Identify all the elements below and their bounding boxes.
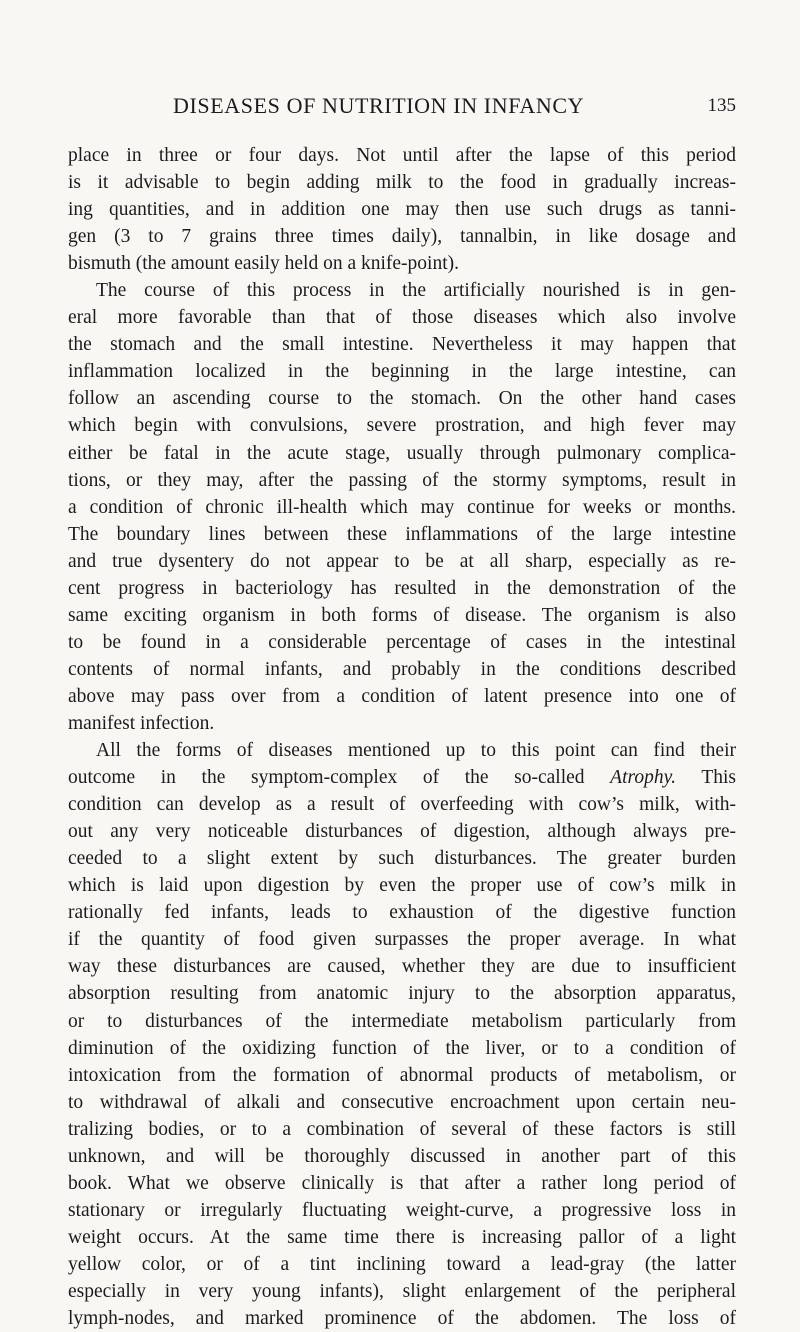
text-line: absorption resulting from anatomic injury to the absorption apparatus, — [68, 983, 736, 1005]
text-line: out any very noticeable disturbances of digestion, although always pre- — [68, 821, 736, 843]
text-line: unknown, and will be thoroughly discussed in another part of this — [68, 1145, 736, 1167]
text-line: tions, or they may, after the passing of the stormy symptoms, result in — [68, 469, 736, 491]
text-line: is it advisable to begin adding milk to the food in gradually increas- — [68, 172, 736, 194]
running-title: DISEASES OF NUTRITION IN INFANCY — [173, 93, 585, 118]
running-head — [68, 93, 736, 123]
text-line: way these disturbances are caused, whether they are due to insufficient — [68, 956, 736, 978]
text-line: condition can develop as a result of overfeeding with cow’s milk, with- — [68, 794, 736, 816]
text-line: either be fatal in the acute stage, usually through pulmonary complica- — [68, 442, 736, 464]
text-line: ceeded to a slight extent by such disturbances. The greater burden — [68, 848, 736, 870]
text-fragment: outcome in the symptom-complex of the so-called — [68, 767, 585, 789]
text-line: to be found in a considerable percentage of cases in the intestinal — [68, 631, 736, 653]
italic-term: Atrophy. — [610, 767, 677, 789]
text-line: which begin with convulsions, severe prostration, and high fever may — [68, 415, 736, 437]
text-line: or to disturbances of the intermediate metabolism particularly from — [68, 1010, 736, 1032]
page-number: 135 — [707, 95, 736, 116]
text-line: tralizing bodies, or to a combination of several of these factors is still — [68, 1118, 736, 1140]
text-line: especially in very young infants), slight enlargement of the peripheral — [68, 1280, 736, 1302]
text-line: if the quantity of food given surpasses the proper average. In what — [68, 929, 736, 951]
text-line: manifest infection. — [68, 712, 215, 734]
text-line: weight occurs. At the same time there is increasing pallor of a light — [68, 1226, 736, 1248]
text-line-with-term — [68, 764, 736, 791]
text-line: book. What we observe clinically is that after a rather long period of — [68, 1172, 736, 1194]
paragraph-start-line: All the forms of diseases mentioned up to this point can find their — [96, 740, 736, 762]
text-line: ing quantities, and in addition one may then use such drugs as tanni- — [68, 199, 736, 221]
text-fragment: This — [701, 767, 736, 789]
text-line: follow an ascending course to the stomach. On the other hand cases — [68, 388, 736, 410]
text-line: stationary or irregularly fluctuating weight-curve, a progressive loss in — [68, 1199, 736, 1221]
text-line: gen (3 to 7 grains three times daily), tannalbin, in like dosage and — [68, 226, 736, 248]
text-line: rationally fed infants, leads to exhaustion of the digestive function — [68, 902, 736, 924]
text-line: same exciting organism in both forms of disease. The organism is also — [68, 604, 736, 626]
text-line: place in three or four days. Not until after the lapse of this period — [68, 145, 736, 166]
text-line: a condition of chronic ill-health which may continue for weeks or months. — [68, 496, 736, 518]
text-line: to withdrawal of alkali and consecutive encroachment upon certain neu- — [68, 1091, 736, 1113]
text-line: inflammation localized in the beginning in the large intestine, can — [68, 361, 736, 383]
paragraph-start-line: The course of this process in the artificially nourished is in gen- — [96, 280, 736, 302]
text-line: contents of normal infants, and probably in the conditions described — [68, 658, 736, 680]
text-line: lymph-nodes, and marked prominence of the abdomen. The loss of — [68, 1308, 736, 1330]
body-text — [68, 142, 736, 1332]
text-line: above may pass over from a condition of latent presence into one of — [68, 685, 736, 707]
text-line: the stomach and the small intestine. Nevertheless it may happen that — [68, 334, 736, 356]
text-line: and true dysentery do not appear to be at all sharp, especially as re- — [68, 550, 736, 572]
text-line: yellow color, or of a tint inclining toward a lead-gray (the latter — [68, 1253, 736, 1275]
text-line: bismuth (the amount easily held on a knife-point). — [68, 253, 459, 275]
text-line: The boundary lines between these inflammations of the large intestine — [68, 523, 736, 545]
text-line: intoxication from the formation of abnormal products of metabolism, or — [68, 1064, 736, 1086]
text-line: diminution of the oxidizing function of the liver, or to a condition of — [68, 1037, 736, 1059]
text-line: cent progress in bacteriology has resulted in the demonstration of the — [68, 577, 736, 599]
text-line: eral more favorable than that of those diseases which also involve — [68, 307, 736, 329]
text-line: which is laid upon digestion by even the proper use of cow’s milk in — [68, 875, 736, 897]
